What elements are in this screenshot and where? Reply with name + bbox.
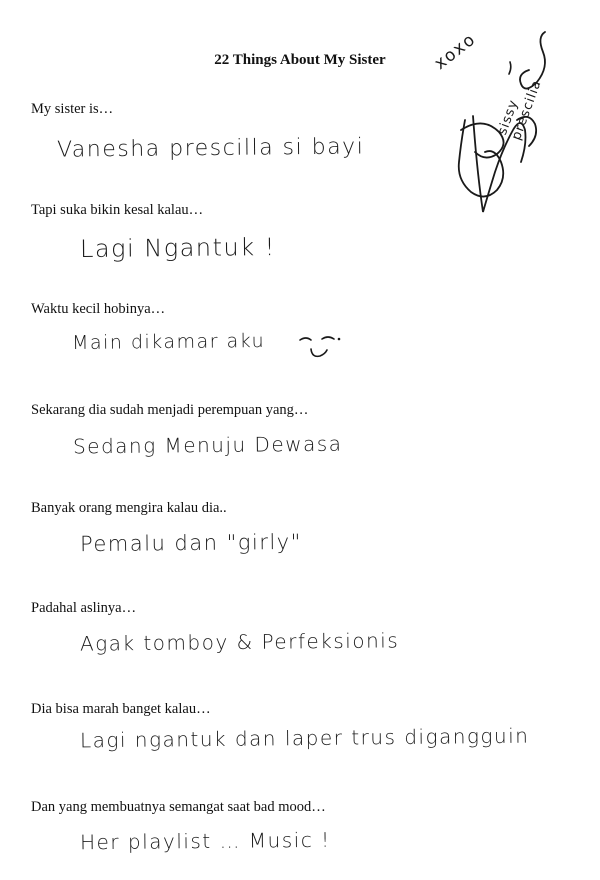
prompt-4: Sekarang dia sudah menjadi perempuan yang… — [31, 402, 309, 418]
signature-name: sissy prescilia — [495, 77, 545, 143]
prompt-1: My sister is… — [31, 101, 114, 117]
answer-7: Lagi ngantuk dan laper trus digangguin — [79, 723, 530, 753]
prompt-5: Banyak orang mengira kalau dia.. — [31, 500, 227, 516]
signature-greeting: xoxo — [430, 29, 481, 74]
prompt-8: Dan yang membuatnya semangat saat bad mood… — [31, 799, 326, 815]
smiley-doodle-icon — [298, 334, 348, 362]
prompt-3: Waktu kecil hobinya… — [31, 301, 166, 317]
answer-3: Main dikamar aku — [71, 329, 266, 355]
prompt-7: Dia bisa marah banget kalau… — [31, 701, 211, 717]
answer-6: Agak tomboy & Perfeksionis — [79, 628, 400, 656]
page-title: 22 Things About My Sister — [214, 52, 386, 68]
prompt-2: Tapi suka bikin kesal kalau… — [31, 202, 204, 218]
answer-2: Lagi Ngantuk ! — [79, 232, 276, 264]
answer-1: Vanesha prescilla si bayi — [56, 134, 365, 163]
answer-8: Her playlist … Music ! — [79, 827, 331, 855]
answer-4: Sedang Menuju Dewasa — [72, 431, 343, 459]
signature-block — [425, 12, 595, 222]
answer-5: Pemalu dan "girly" — [79, 529, 302, 557]
prompt-6: Padahal aslinya… — [31, 600, 137, 616]
